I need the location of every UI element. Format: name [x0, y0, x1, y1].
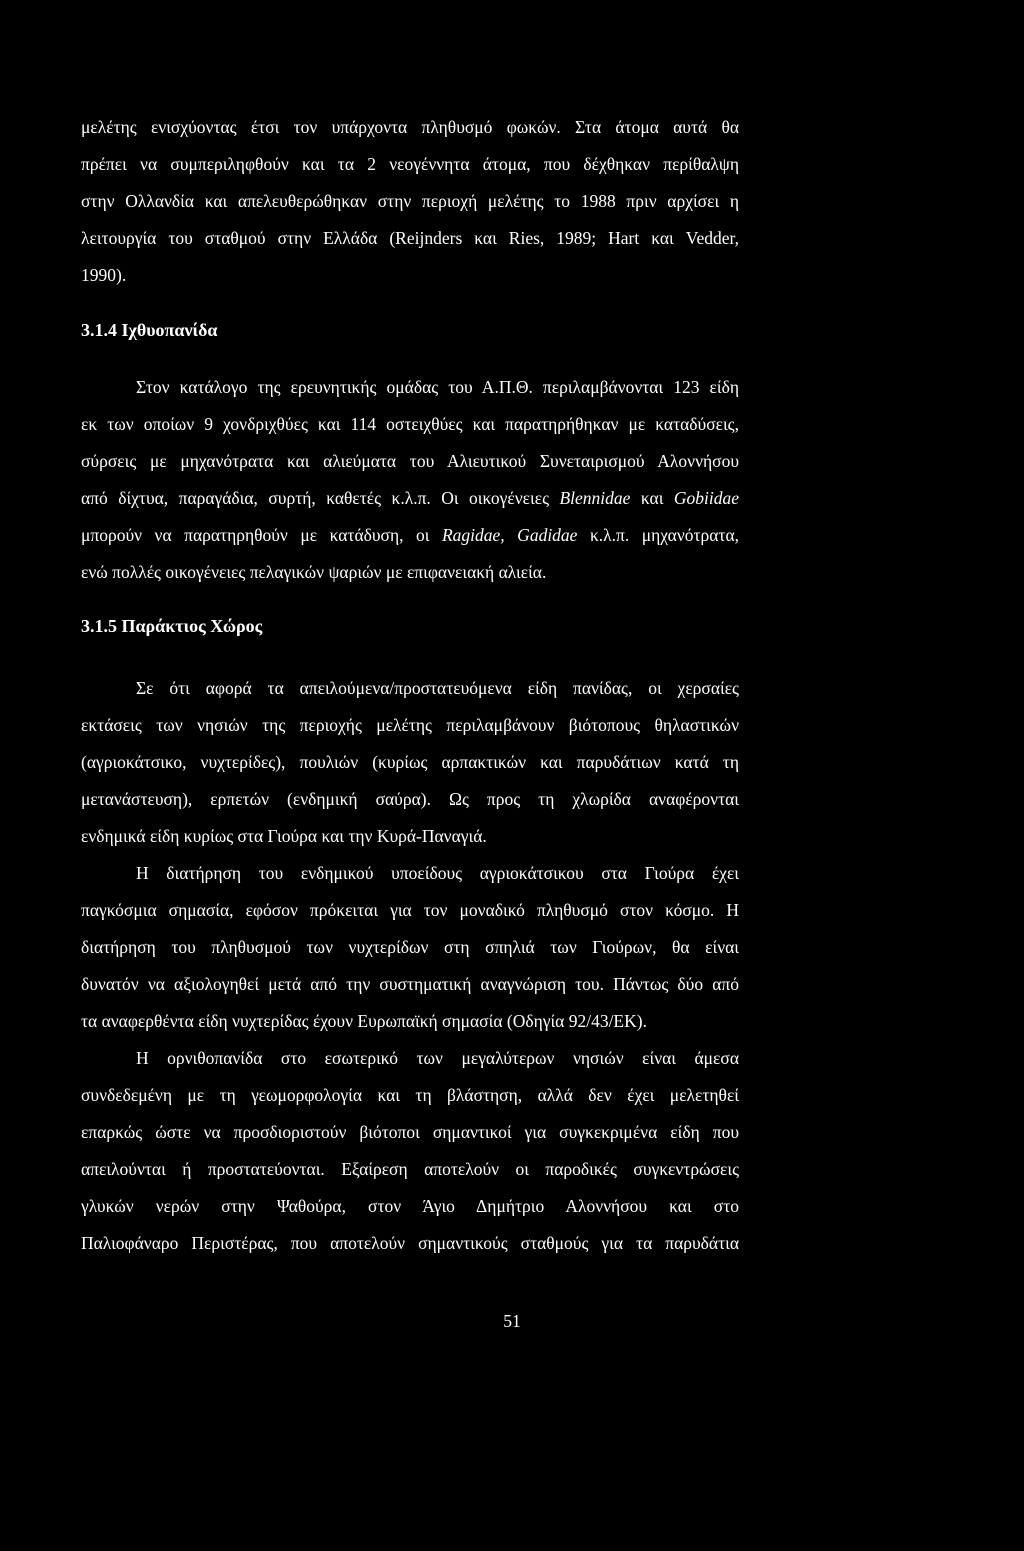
text-line: συνδεδεμένη με τη γεωμορφολογία και τη βλάστηση, αλλά δεν έχει μελετηθεί — [81, 1085, 739, 1105]
text-line: μελέτης ενισχύοντας έτσι τον υπάρχοντα πληθυσμό φωκών. Στα άτομα αυτά θα — [81, 117, 739, 137]
text-line: Σε ότι αφορά τα απειλούμενα/προστατευόμενα είδη πανίδας, οι χερσαίες — [136, 678, 739, 698]
text-line: (αγριοκάτσικο, νυχτερίδες), πουλιών (κυρίως αρπακτικών και παρυδάτιων κατά τη — [81, 752, 739, 772]
text-line: γλυκών νερών στην Ψαθούρα, στον Άγιο Δημήτριο Αλοννήσου και στο — [81, 1196, 739, 1216]
taxon-name: Blennidae — [559, 488, 631, 508]
text-line: δυνατόν να αξιολογηθεί μετά από την συστηματική αναγνώριση του. Πάντως δύο από — [81, 974, 739, 994]
text-line: μετανάστευση), ερπετών (ενδημική σαύρα). Ως προς τη χλωρίδα αναφέρονται — [81, 789, 739, 809]
text-line: ενδημικά είδη κυρίως στα Γιούρα και την Κυρά-Παναγιά. — [81, 826, 487, 846]
text-line: εκτάσεις των νησιών της περιοχής μελέτης περιλαμβάνουν βιότοπους θηλαστικών — [81, 715, 739, 735]
text-line: σύρσεις με μηχανότρατα και αλιεύματα του Αλιευτικού Συνεταιρισμού Αλοννήσου — [81, 451, 739, 471]
taxon-name: Gobiidae — [673, 488, 740, 508]
text-line: Η ορνιθοπανίδα στο εσωτερικό των μεγαλύτερων νησιών είναι άμεσα — [136, 1048, 739, 1068]
text-line: εκ των οποίων 9 χονδριχθύες και 114 οστειχθύες και παρατηρήθηκαν με καταδύσεις, — [81, 414, 739, 434]
text-line: Η διατήρηση του ενδημικού υποείδους αγριοκάτσικου στα Γιούρα έχει — [136, 863, 739, 883]
text-span: και — [630, 488, 674, 508]
text-line: ενώ πολλές οικογένειες πελαγικών ψαριών με επιφανειακή αλιεία. — [81, 562, 547, 582]
text-line: Στον κατάλογο της ερευνητικής ομάδας του Α.Π.Θ. περιλαμβάνονται 123 είδη — [136, 377, 739, 397]
text-line: 1990). — [81, 265, 127, 285]
text-line: επαρκώς ώστε να προσδιοριστούν βιότοποι σημαντικοί για συγκεκριμένα είδη που — [81, 1122, 739, 1142]
text-span: από δίχτυα, παραγάδια, συρτή, καθετές κ.λ.π. Οι οικογένειες — [81, 488, 560, 508]
section-heading: 3.1.4 Ιχθυοπανίδα — [81, 320, 218, 340]
text-span: μπορούν να παρατηρηθούν με κατάδυση, οι — [81, 525, 442, 545]
text-line: Παλιοφάναρο Περιστέρας, που αποτελούν σημαντικούς σταθμούς για τα παρυδάτια — [81, 1233, 739, 1253]
text-line: πρέπει να συμπεριληφθούν και τα 2 νεογέννητα άτομα, που δέχθηκαν περίθαλψη — [81, 154, 739, 174]
text-span: κ.λ.π. μηχανότρατα, — [577, 525, 739, 545]
text-line — [81, 524, 739, 546]
text-line: παγκόσμια σημασία, εφόσον πρόκειται για τον μοναδικό πληθυσμό στον κόσμο. Η — [81, 900, 739, 920]
text-line: λειτουργία του σταθμού στην Ελλάδα (Reijnders και Ries, 1989; Hart και Vedder, — [81, 228, 739, 248]
section-heading: 3.1.5 Παράκτιος Χώρος — [81, 616, 263, 636]
page-number: 51 — [503, 1311, 521, 1331]
taxon-name: Ragidae, Gadidae — [441, 525, 578, 545]
text-line: τα αναφερθέντα είδη νυχτερίδας έχουν Ευρωπαϊκή σημασία (Οδηγία 92/43/ΕΚ). — [81, 1011, 647, 1031]
text-line: απειλούνται ή προστατεύονται. Εξαίρεση αποτελούν οι παροδικές συγκεντρώσεις — [81, 1159, 739, 1179]
text-line: στην Ολλανδία και απελευθερώθηκαν στην περιοχή μελέτης το 1988 πριν αρχίσει η — [81, 191, 739, 211]
text-line — [81, 487, 739, 509]
text-line: διατήρηση του πληθυσμού των νυχτερίδων στη σπηλιά των Γιούρων, θα είναι — [81, 937, 739, 957]
